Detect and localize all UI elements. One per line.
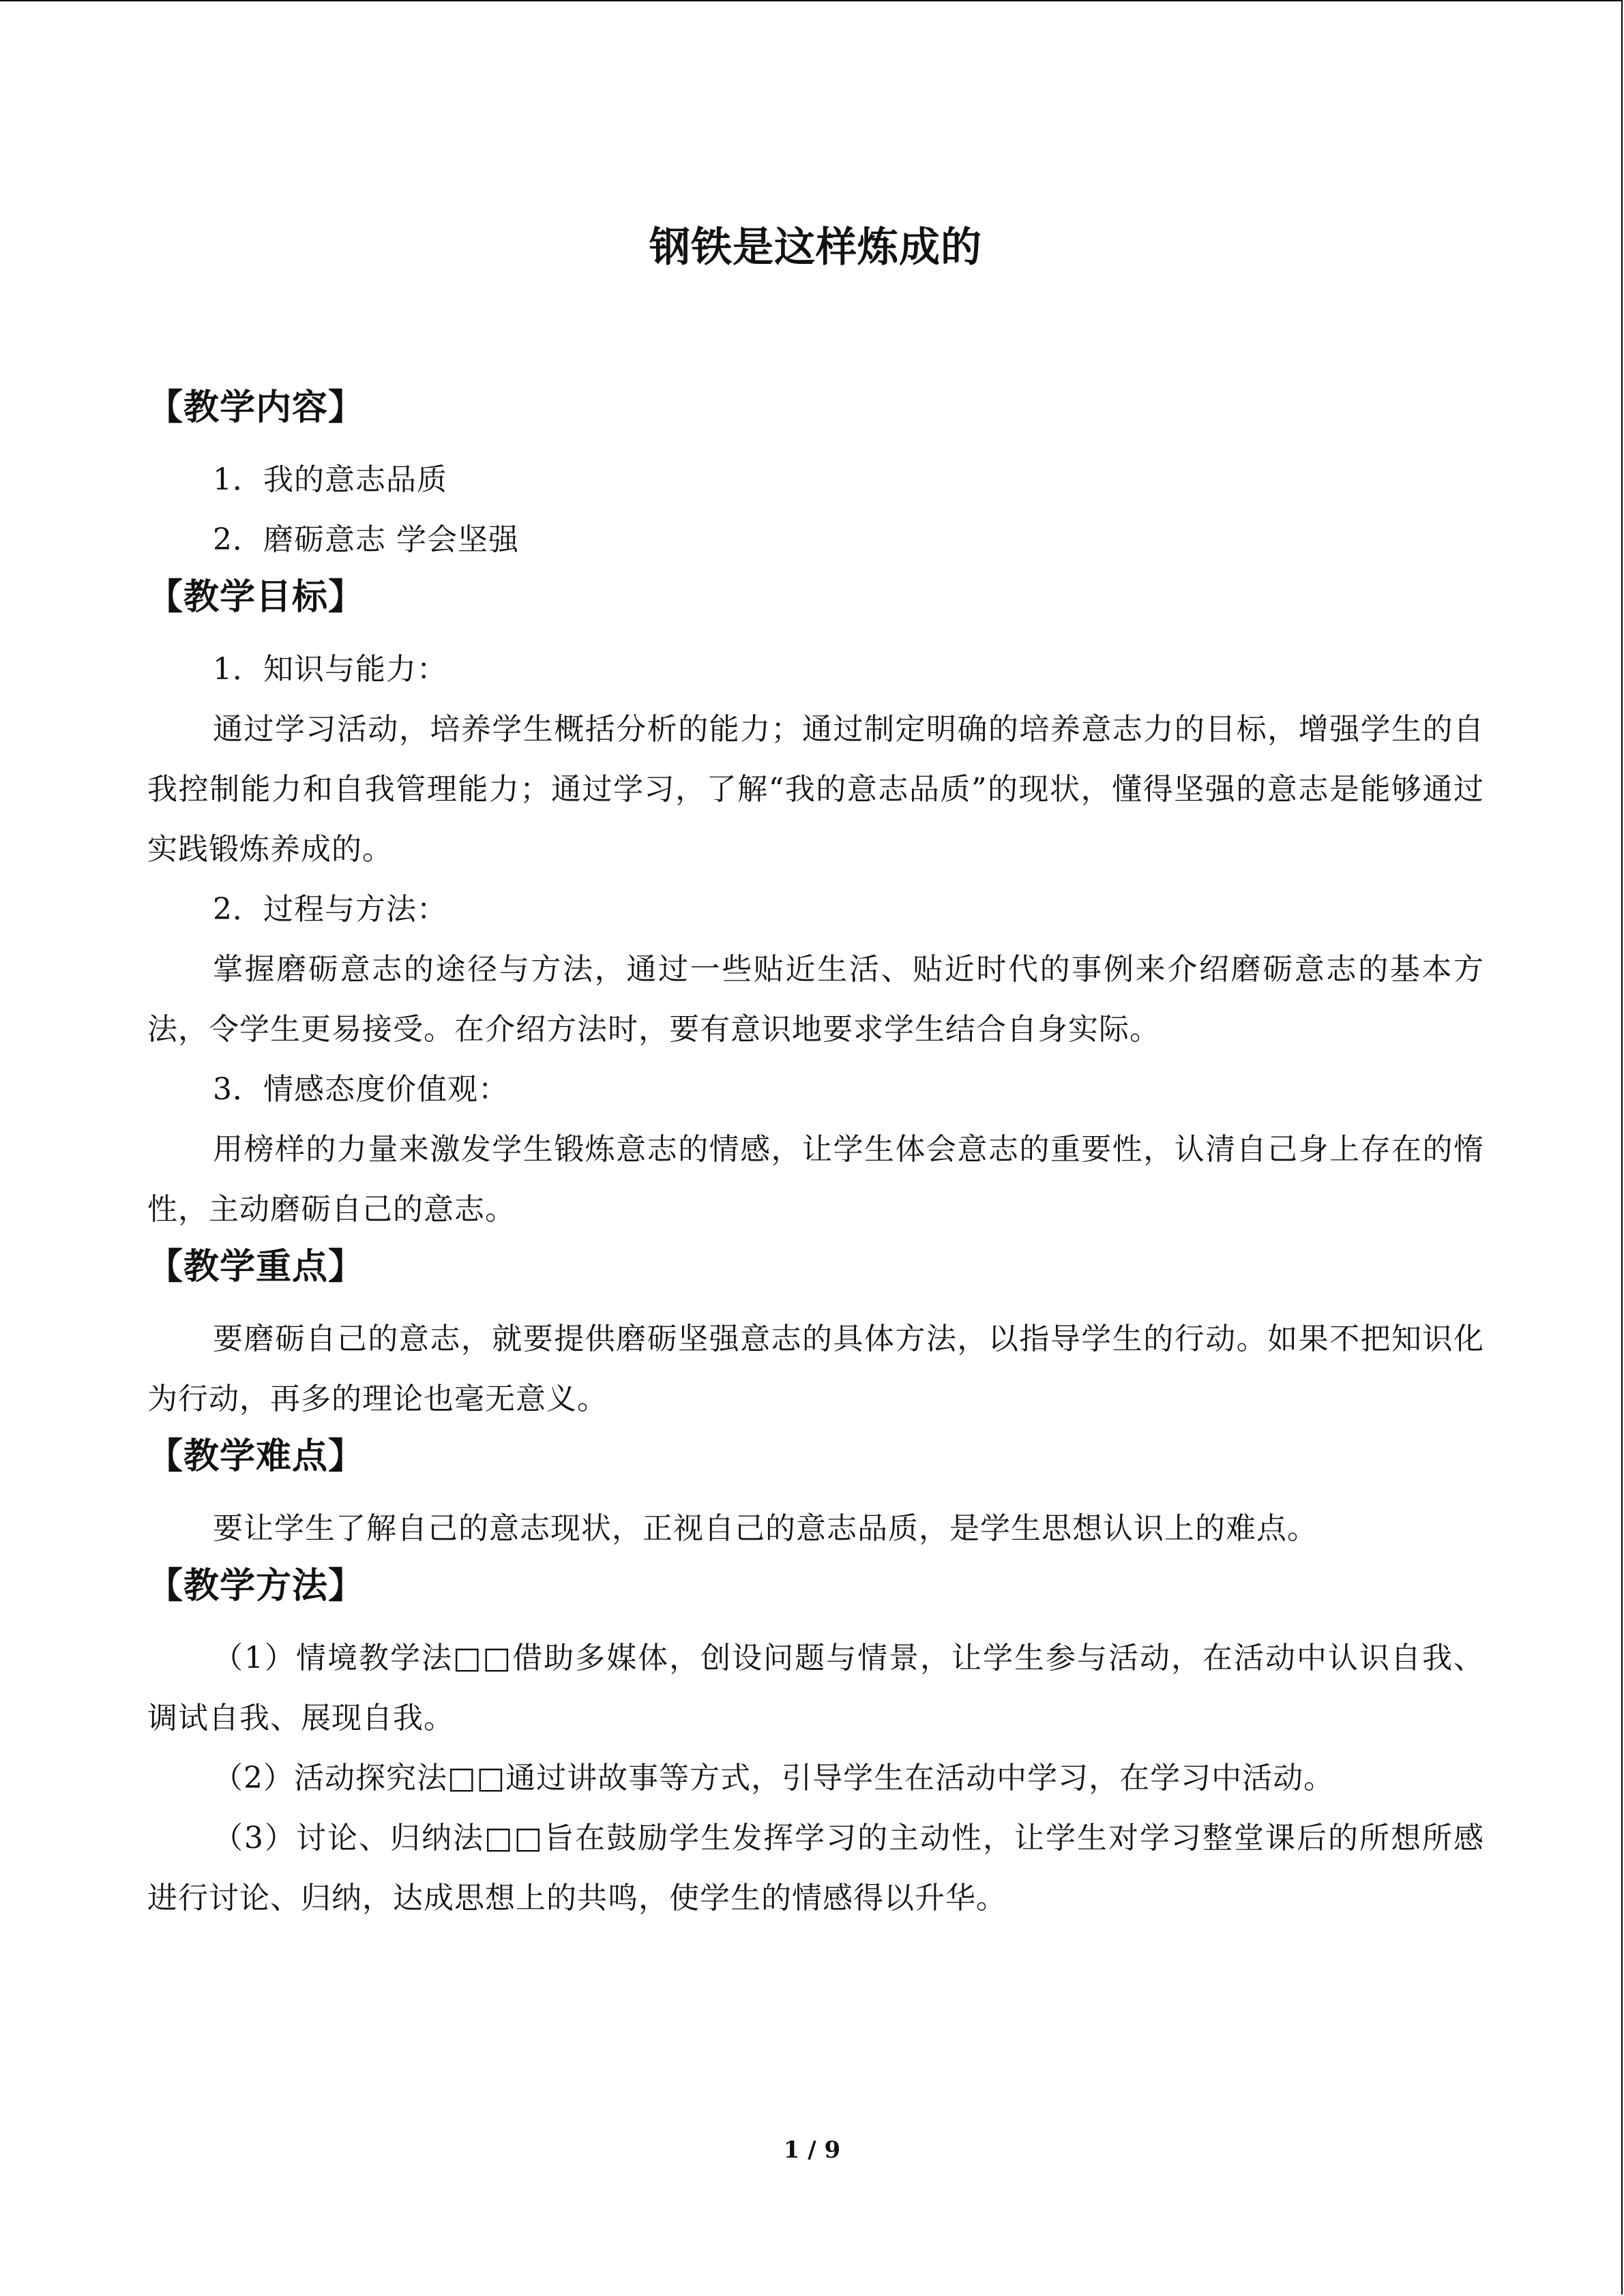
subheading: 3．情感态度价值观： [213, 1072, 509, 1107]
section-teaching-content [147, 381, 1484, 570]
paragraph: 通过学习活动，培养学生概括分析的能力；通过制定明确的培养意志力的目标，增强学生的自我控制能力和自我管理能力；通过学习，了解“我的意志品质”的现状，懂得坚强的意志是能够通过实践锻炼养成的。 [147, 712, 1485, 867]
paragraph: 掌握磨砺意志的途径与方法，通过一些贴近生活、贴近时代的事例来介绍磨砺意志的基本方法，令学生更易接受。在介绍方法时，要有意识地要求学生结合自身实际。 [147, 952, 1484, 1047]
list-item: 2．磨砺意志 学会坚强 [213, 522, 519, 557]
subheading: 2．过程与方法： [213, 892, 447, 927]
section-difficulties [147, 1429, 1484, 1559]
list-item: 1．我的意志品质 [213, 462, 447, 497]
section-teaching-methods [147, 1559, 1484, 1928]
section-heading: 【教学目标】 [147, 576, 365, 618]
section-heading: 【教学方法】 [147, 1565, 365, 1607]
section-heading: 【教学内容】 [147, 387, 365, 428]
paragraph: （2）活动探究法□□通过讲故事等方式，引导学生在活动中学习，在学习中活动。 [213, 1761, 1335, 1795]
paragraph: 要磨砺自己的意志，就要提供磨砺坚强意志的具体方法，以指导学生的行动。如果不把知识化为行动，再多的理论也毫无意义。 [147, 1322, 1484, 1416]
section-teaching-goals [147, 570, 1484, 1240]
paragraph: （1）情境教学法□□借助多媒体，创设问题与情景，让学生参与活动，在活动中认识自我、调试自我、展现自我。 [147, 1641, 1484, 1735]
subheading: 1．知识与能力： [213, 652, 447, 687]
paragraph: （3）讨论、归纳法□□旨在鼓励学生发挥学习的主动性，让学生对学习整堂课后的所想所感进行讨论、归纳，达成思想上的共鸣，使学生的情感得以升华。 [147, 1821, 1484, 1915]
page-number: 1 / 9 [783, 2136, 841, 2164]
paragraph: 用榜样的力量来激发学生锻炼意志的情感，让学生体会意志的重要性，认清自己身上存在的惰性，主动磨砺自己的意志。 [147, 1132, 1484, 1227]
section-heading: 【教学重点】 [147, 1246, 365, 1287]
paragraph: 要让学生了解自己的意志现状，正视自己的意志品质，是学生思想认识上的难点。 [213, 1511, 1318, 1546]
section-heading: 【教学难点】 [147, 1435, 365, 1477]
document-title: 钢铁是这样炼成的 [649, 224, 982, 271]
document-body [147, 205, 1484, 1928]
section-key-points [147, 1240, 1484, 1429]
